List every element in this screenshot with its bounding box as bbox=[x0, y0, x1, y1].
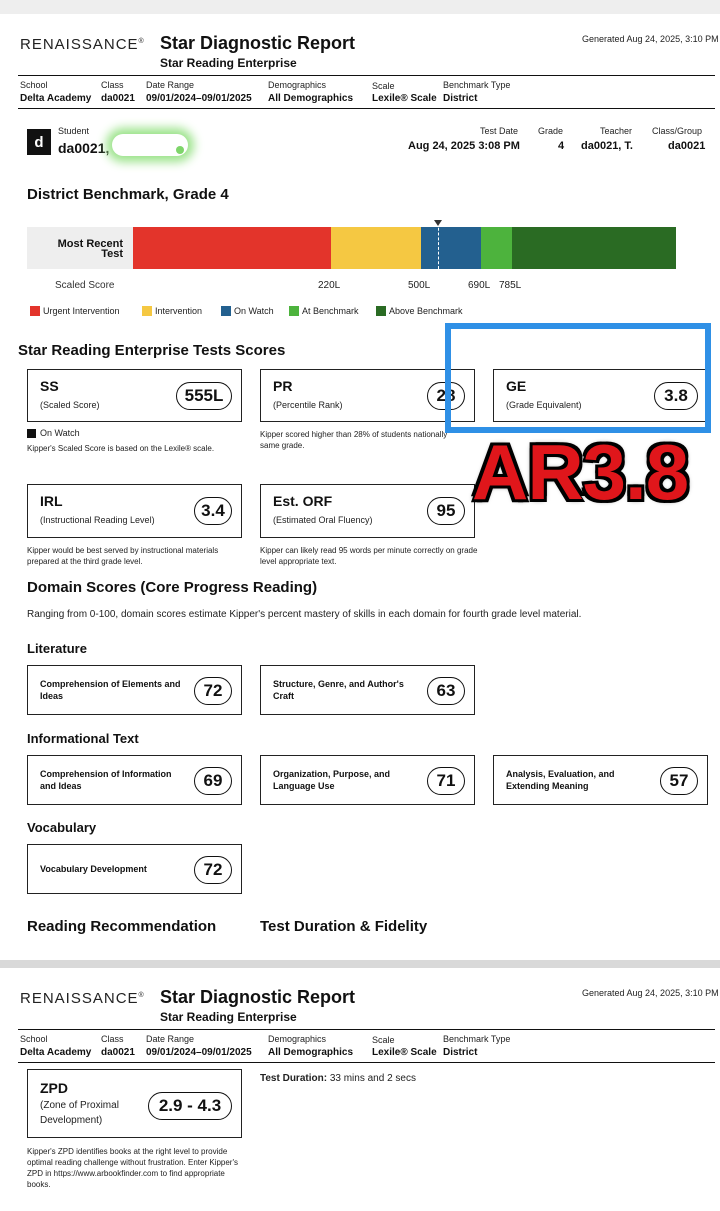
highlight-box bbox=[445, 323, 711, 433]
card-desc: (Grade Equivalent) bbox=[506, 400, 582, 410]
irl-note-1: Kipper would be best served by instructional materials bbox=[27, 546, 219, 555]
benchmark-type-label: Benchmark Type bbox=[443, 80, 511, 90]
report-subtitle: Star Reading Enterprise bbox=[160, 56, 297, 70]
date-range-label: Date Range bbox=[146, 80, 195, 90]
orf-value: 95 bbox=[427, 497, 465, 525]
card-code: ZPD bbox=[40, 1080, 68, 1096]
class-value: da0021 bbox=[101, 93, 135, 104]
demographics-value: All Demographics bbox=[268, 1047, 354, 1058]
bar-intervention bbox=[331, 227, 421, 269]
domain-card bbox=[27, 755, 242, 805]
legend-label: On Watch bbox=[234, 306, 274, 316]
domain-card bbox=[493, 755, 708, 805]
domain-intro: Ranging from 0-100, domain scores estimate Kipper's percent mastery of skills in each domain for fourth grade level material. bbox=[27, 609, 582, 620]
domain-value: 57 bbox=[660, 767, 698, 795]
legend-swatch bbox=[221, 306, 231, 316]
school-value: Delta Academy bbox=[20, 1047, 92, 1058]
date-range-value: 09/01/2024–09/01/2025 bbox=[146, 1047, 252, 1058]
scale-value: Lexile® Scale bbox=[372, 1047, 437, 1058]
report-title: Star Diagnostic Report bbox=[160, 33, 356, 53]
card-code: IRL bbox=[40, 493, 63, 509]
orf-card bbox=[260, 484, 475, 538]
domain-value: 72 bbox=[194, 677, 232, 705]
legend-swatch bbox=[289, 306, 299, 316]
domain-name: Organization, Purpose, and Language Use bbox=[273, 769, 391, 791]
annotation-text: AR3.8 bbox=[472, 428, 689, 516]
on-watch-label: On Watch bbox=[40, 428, 80, 438]
scaled-score-label: Scaled Score bbox=[55, 280, 115, 291]
reading-recommendation-title: Reading Recommendation bbox=[27, 918, 217, 935]
domain-name: Analysis, Evaluation, and Extending Meaning bbox=[506, 769, 615, 791]
bar-urgent bbox=[133, 227, 331, 269]
divider bbox=[18, 75, 715, 76]
benchmark-title: District Benchmark, Grade 4 bbox=[27, 186, 229, 203]
pr-note-2: same grade. bbox=[260, 441, 305, 450]
page-separator bbox=[0, 960, 720, 968]
pr-value: 28 bbox=[427, 382, 465, 410]
test-duration-title: Test Duration & Fidelity bbox=[260, 918, 428, 935]
pr-note-1: Kipper scored higher than 28% of students nationally bbox=[260, 430, 448, 439]
ss-note: Kipper's Scaled Score is based on the Lexile® scale. bbox=[27, 444, 215, 453]
on-watch-swatch bbox=[27, 429, 36, 438]
bar-on-watch bbox=[421, 227, 481, 269]
class-label: Class bbox=[101, 80, 124, 90]
student-name: da0021, bbox=[58, 140, 110, 156]
domain-card bbox=[27, 665, 242, 715]
card-desc: (Instructional Reading Level) bbox=[40, 515, 155, 525]
card-code: PR bbox=[273, 378, 293, 394]
divider bbox=[18, 1062, 715, 1063]
domain-value: 69 bbox=[194, 767, 232, 795]
tick-label: 690L bbox=[468, 280, 491, 291]
orf-note-2: level appropriate text. bbox=[260, 557, 337, 566]
class-label: Class bbox=[101, 1034, 124, 1044]
report-title: Star Diagnostic Report bbox=[160, 987, 356, 1007]
class-value: da0021 bbox=[101, 1047, 135, 1058]
zpd-card bbox=[27, 1069, 242, 1138]
domain-card bbox=[27, 844, 242, 894]
legend-label: At Benchmark bbox=[302, 306, 359, 316]
scale-label: Scale bbox=[372, 1035, 395, 1045]
demographics-value: All Demographics bbox=[268, 93, 354, 104]
card-desc: (Scaled Score) bbox=[40, 400, 100, 410]
domain-title: Domain Scores (Core Progress Reading) bbox=[27, 579, 318, 596]
domain-value: 72 bbox=[194, 856, 232, 884]
orf-note-1: Kipper can likely read 95 words per minute correctly on grade bbox=[260, 546, 478, 555]
tests-title: Star Reading Enterprise Tests Scores bbox=[18, 342, 286, 359]
brand-logo: RENAISSANCE® bbox=[20, 36, 145, 53]
card-desc: (Zone of Proximal Development) bbox=[40, 1100, 119, 1126]
brand-logo: RENAISSANCE® bbox=[20, 990, 145, 1007]
divider bbox=[18, 108, 715, 109]
domain-value: 63 bbox=[427, 677, 465, 705]
domain-name: Structure, Genre, and Author's Craft bbox=[273, 679, 404, 701]
irl-note-2: prepared at the third grade level. bbox=[27, 557, 143, 566]
date-range-label: Date Range bbox=[146, 1034, 195, 1044]
teacher-label: Teacher bbox=[600, 126, 633, 136]
zpd-value: 2.9 - 4.3 bbox=[148, 1092, 232, 1120]
domain-card bbox=[260, 755, 475, 805]
legend-swatch bbox=[30, 306, 40, 316]
legend-swatch bbox=[142, 306, 152, 316]
benchmark-type-value: District bbox=[443, 1047, 478, 1058]
demographics-label: Demographics bbox=[268, 1034, 327, 1044]
group-informational: Informational Text bbox=[27, 731, 139, 746]
student-badge: d bbox=[27, 129, 51, 155]
grade-value: 4 bbox=[558, 140, 565, 152]
domain-name: Comprehension of Information and Ideas bbox=[40, 769, 172, 791]
irl-card bbox=[27, 484, 242, 538]
legend-label: Urgent Intervention bbox=[43, 306, 120, 316]
benchmark-type-label: Benchmark Type bbox=[443, 1034, 511, 1044]
bar-above bbox=[512, 227, 676, 269]
generated-timestamp: Generated Aug 24, 2025, 3:10 PM bbox=[582, 34, 719, 44]
date-range-value: 09/01/2024–09/01/2025 bbox=[146, 93, 252, 104]
card-code: SS bbox=[40, 378, 59, 394]
card-desc: (Estimated Oral Fluency) bbox=[273, 515, 373, 525]
test-date-label: Test Date bbox=[480, 126, 519, 136]
pr-card bbox=[260, 369, 475, 422]
class-group-value: da0021 bbox=[668, 140, 706, 152]
score-marker-icon bbox=[434, 220, 442, 226]
scale-label: Scale bbox=[372, 81, 395, 91]
test-date-value: Aug 24, 2025 3:08 PM bbox=[408, 140, 520, 152]
teacher-value: da0021, T. bbox=[581, 140, 633, 152]
demographics-label: Demographics bbox=[268, 80, 327, 90]
school-label: School bbox=[20, 80, 48, 90]
scale-value: Lexile® Scale bbox=[372, 93, 437, 104]
domain-value: 71 bbox=[427, 767, 465, 795]
tick-label: 500L bbox=[408, 280, 431, 291]
legend-label: Above Benchmark bbox=[389, 306, 463, 316]
school-label: School bbox=[20, 1034, 48, 1044]
redaction-dot bbox=[176, 146, 184, 154]
divider bbox=[18, 1029, 715, 1030]
report-subtitle: Star Reading Enterprise bbox=[160, 1010, 297, 1024]
tick-label: 220L bbox=[318, 280, 341, 291]
class-group-label: Class/Group bbox=[652, 126, 703, 136]
domain-name: Vocabulary Development bbox=[40, 864, 147, 874]
grade-label: Grade bbox=[538, 126, 564, 136]
school-value: Delta Academy bbox=[20, 93, 92, 104]
card-code: Est. ORF bbox=[273, 493, 333, 509]
domain-name: Comprehension of Elements and Ideas bbox=[40, 679, 181, 701]
irl-value: 3.4 bbox=[194, 497, 232, 525]
score-marker-line bbox=[438, 223, 439, 269]
legend-swatch bbox=[376, 306, 386, 316]
group-literature: Literature bbox=[27, 641, 87, 656]
ss-card bbox=[27, 369, 242, 422]
ss-value: 555L bbox=[176, 382, 232, 410]
row-label: Most Recent Test bbox=[57, 238, 123, 260]
top-strip bbox=[0, 0, 720, 14]
benchmark-type-value: District bbox=[443, 93, 478, 104]
tick-label: 785L bbox=[499, 280, 522, 291]
card-code: GE bbox=[506, 378, 527, 394]
group-vocabulary: Vocabulary bbox=[27, 820, 97, 835]
bar-at-benchmark bbox=[481, 227, 512, 269]
test-duration: Test Duration: 33 mins and 2 secs bbox=[260, 1073, 416, 1084]
card-desc: (Percentile Rank) bbox=[273, 400, 343, 410]
generated-timestamp: Generated Aug 24, 2025, 3:10 PM bbox=[582, 988, 719, 998]
ge-value: 3.8 bbox=[654, 382, 698, 410]
student-label: Student bbox=[58, 126, 90, 136]
domain-card bbox=[260, 665, 475, 715]
legend-label: Intervention bbox=[155, 306, 203, 316]
zpd-note: Kipper's ZPD identifies books at the right level to provide optimal reading challenge without frustration. Enter Kipper's ZPD in https://www.arbookfinder.com to find appropriate books. bbox=[27, 1147, 238, 1189]
